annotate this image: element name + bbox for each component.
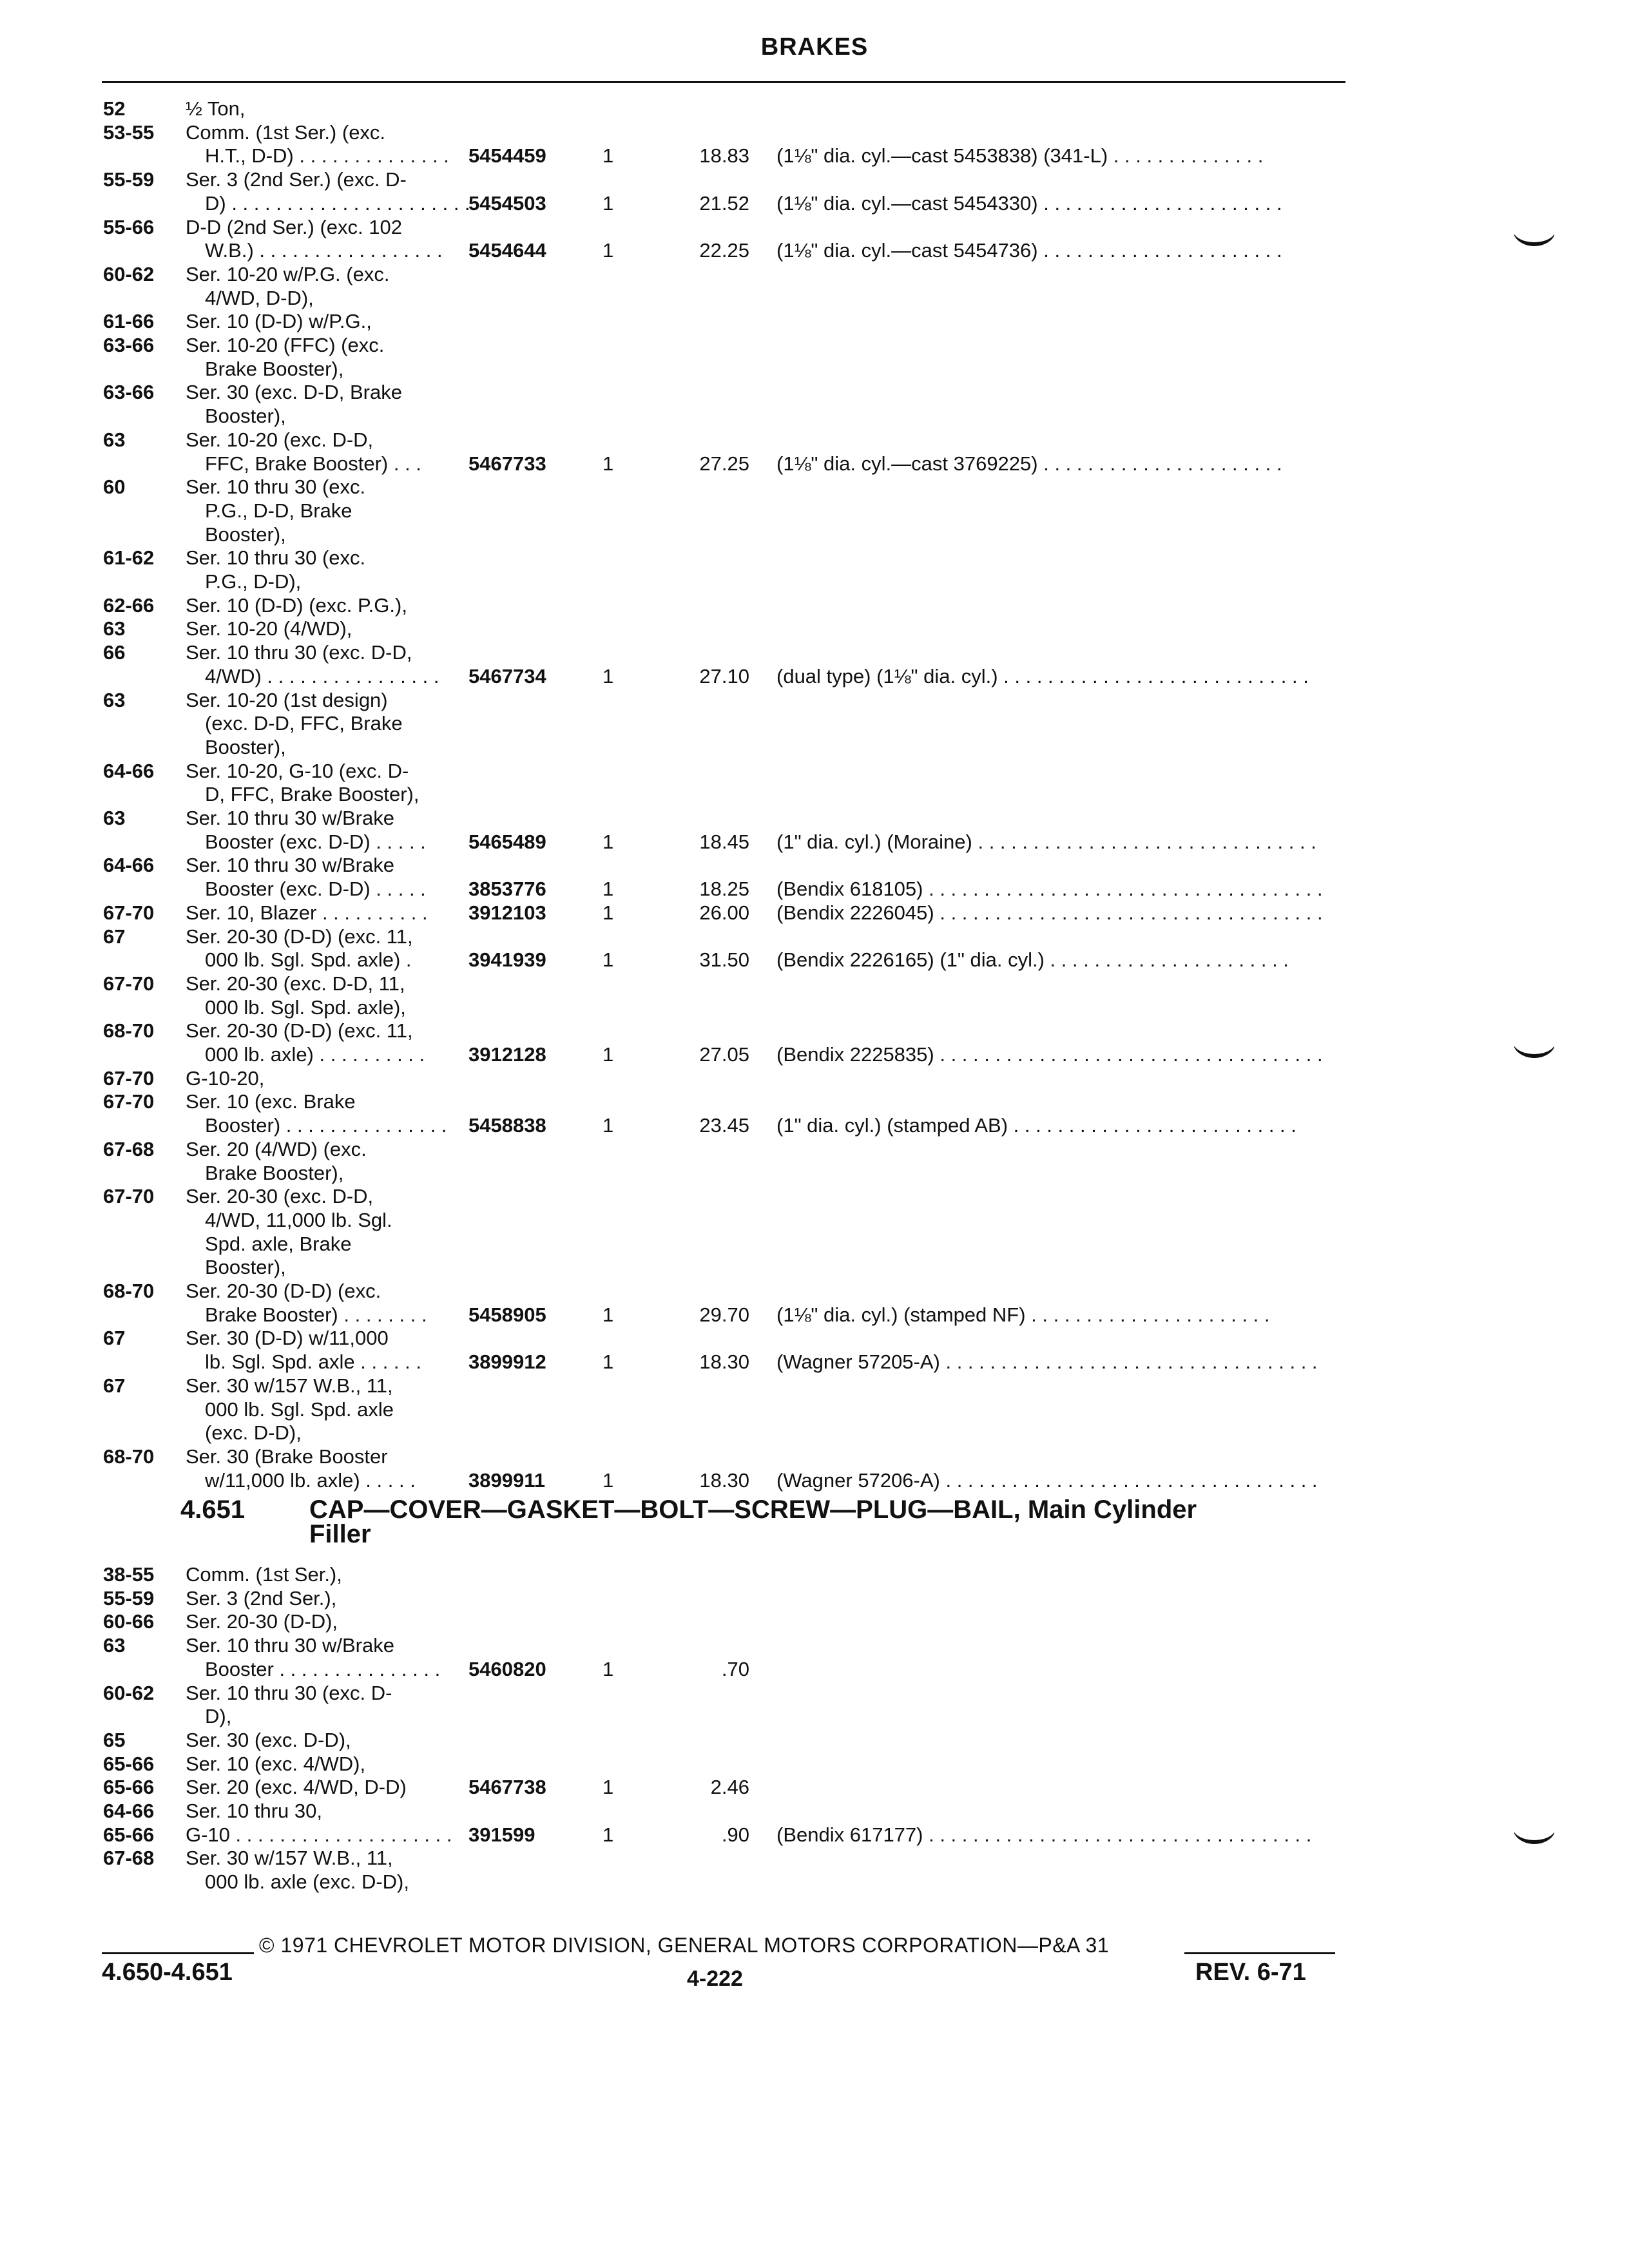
model-years: 60-66 [103, 1610, 155, 1633]
list-item [0, 782, 1629, 806]
model-years: 68-70 [103, 1280, 155, 1302]
quantity: 1 [602, 664, 614, 687]
model-years: 67-70 [103, 1185, 155, 1208]
list-item [0, 901, 1629, 925]
description: Booster) . . . . . . . . . . . . . . . [205, 1114, 447, 1137]
price: 18.25 [699, 878, 749, 901]
list-item [0, 1090, 1629, 1113]
note: (1" dia. cyl.) (Moraine) . . . . . . . . . . . . . . . . . . . . . . . . . . . . . . . [776, 830, 1316, 853]
description: Booster . . . . . . . . . . . . . . . [205, 1657, 441, 1680]
description: FFC, Brake Booster) . . . [205, 452, 421, 475]
list-item [0, 995, 1629, 1019]
description: G-10-20, [186, 1066, 265, 1090]
price: 27.25 [699, 452, 749, 475]
description: (exc. D-D), [205, 1421, 302, 1445]
price: 2.46 [710, 1776, 749, 1799]
description: Ser. 10 thru 30 w/Brake [186, 1634, 394, 1657]
list-item [0, 1681, 1629, 1705]
description: D, FFC, Brake Booster), [205, 783, 419, 806]
description: Brake Booster), [205, 357, 344, 380]
model-years: 63 [103, 617, 126, 640]
description: G-10 . . . . . . . . . . . . . . . . . . . . [186, 1823, 452, 1846]
part-number: 5467738 [468, 1776, 546, 1799]
note: (1⅛" dia. cyl.) (stamped NF) . . . . . . . . . . . . . . . . . . . . . . [776, 1303, 1270, 1326]
part-number: 3899911 [468, 1468, 545, 1492]
price: 29.70 [699, 1303, 749, 1326]
note: (1" dia. cyl.) (stamped AB) . . . . . . . . . . . . . . . . . . . . . . . . . . [776, 1114, 1296, 1137]
model-years: 62-66 [103, 593, 155, 617]
quantity: 1 [602, 1468, 614, 1492]
list-item [0, 1562, 1629, 1586]
note: (Wagner 57205-A) . . . . . . . . . . . . . . . . . . . . . . . . . . . . . . . . . . [776, 1350, 1318, 1374]
quantity: 1 [602, 1114, 614, 1137]
price: 18.83 [699, 144, 749, 168]
quantity: 1 [602, 830, 614, 853]
section-title-continued: Filler [309, 1520, 371, 1548]
price: 21.52 [699, 191, 749, 215]
copyright-rule-right [1184, 1952, 1335, 1954]
description: Comm. (1st Ser.), [186, 1563, 342, 1586]
list-item [0, 357, 1629, 381]
list-item [0, 97, 1629, 120]
description: Ser. 20 (4/WD) (exc. [186, 1137, 367, 1160]
description: Ser. 10 thru 30 (exc. [186, 476, 366, 499]
description: 000 lb. axle (exc. D-D), [205, 1870, 409, 1894]
description: 000 lb. Sgl. Spd. axle), [205, 995, 406, 1019]
list-item [0, 1208, 1629, 1232]
description: Ser. 10 (exc. Brake [186, 1090, 356, 1113]
list-item [0, 144, 1629, 168]
description: Ser. 10 (D-D) (exc. P.G.), [186, 593, 407, 617]
list-item [0, 806, 1629, 830]
description: Ser. 10 thru 30 (exc. [186, 546, 366, 570]
model-years: 63-66 [103, 381, 155, 404]
model-years: 55-59 [103, 1586, 155, 1610]
model-years: 67-70 [103, 972, 155, 995]
description: Comm. (1st Ser.) (exc. [186, 120, 386, 144]
model-years: 67-68 [103, 1847, 155, 1870]
list-item [0, 1279, 1629, 1303]
price: 22.25 [699, 239, 749, 262]
note: (Bendix 617177) . . . . . . . . . . . . . . . . . . . . . . . . . . . . . . . . . . . [776, 1823, 1312, 1846]
price: 18.30 [699, 1350, 749, 1374]
margin-mark [1514, 233, 1554, 247]
list-item [0, 1846, 1629, 1870]
list-item [0, 309, 1629, 333]
quantity: 1 [602, 1776, 614, 1799]
note: (Bendix 2225835) . . . . . . . . . . . . . . . . . . . . . . . . . . . . . . . . . . . [776, 1043, 1323, 1066]
note: (1⅛" dia. cyl.—cast 5454330) . . . . . . . . . . . . . . . . . . . . . . [776, 191, 1282, 215]
model-years: 67-68 [103, 1137, 155, 1160]
list-item [0, 333, 1629, 357]
price: 26.00 [699, 901, 749, 924]
margin-mark [1514, 1831, 1554, 1845]
description: Ser. 10-20 (exc. D-D, [186, 428, 374, 451]
price: 18.30 [699, 1468, 749, 1492]
list-item [0, 286, 1629, 310]
note: (dual type) (1⅛" dia. cyl.) . . . . . . . . . . . . . . . . . . . . . . . . . . . . [776, 664, 1309, 687]
list-item [0, 1066, 1629, 1090]
model-years: 64-66 [103, 759, 155, 782]
list-item [0, 1468, 1629, 1492]
model-years: 63-66 [103, 334, 155, 356]
price: .90 [721, 1823, 749, 1846]
description: Ser. 3 (2nd Ser.) (exc. D- [186, 168, 407, 191]
description: H.T., D-D) . . . . . . . . . . . . . . [205, 144, 449, 168]
price: 31.50 [699, 948, 749, 972]
description: Ser. 20-30 (D-D) (exc. 11, [186, 1019, 413, 1043]
description: Ser. 10 (exc. 4/WD), [186, 1752, 366, 1775]
section-number: 4.651 [180, 1495, 246, 1524]
description: ½ Ton, [186, 97, 246, 120]
part-number: 3853776 [468, 878, 546, 901]
list-item [0, 380, 1629, 404]
list-item [0, 475, 1629, 499]
model-years: 55-66 [103, 215, 155, 238]
description: P.G., D-D), [205, 570, 302, 593]
model-years: 63 [103, 688, 126, 711]
description: Ser. 3 (2nd Ser.), [186, 1586, 337, 1610]
description: Ser. 10-20 (4/WD), [186, 617, 352, 640]
list-item [0, 1633, 1629, 1657]
list-item [0, 1255, 1629, 1279]
list-item [0, 1799, 1629, 1823]
list-item [0, 1043, 1629, 1066]
list-item [0, 120, 1629, 144]
description: Ser. 30 w/157 W.B., 11, [186, 1374, 393, 1397]
description: Ser. 20-30 (D-D) (exc. [186, 1280, 381, 1302]
list-item [0, 1019, 1629, 1043]
description: (exc. D-D, FFC, Brake [205, 712, 403, 735]
model-years: 60 [103, 476, 126, 499]
model-years: 63 [103, 1634, 126, 1657]
margin-mark [1514, 1045, 1554, 1059]
model-years: 60-62 [103, 1681, 155, 1704]
list-item [0, 1728, 1629, 1752]
list-item [0, 1657, 1629, 1681]
description: w/11,000 lb. axle) . . . . . [205, 1468, 416, 1492]
list-item [0, 1374, 1629, 1398]
list-item [0, 664, 1629, 688]
model-years: 65-66 [103, 1752, 155, 1775]
list-item [0, 1704, 1629, 1728]
description: P.G., D-D, Brake [205, 499, 352, 522]
list-item [0, 1870, 1629, 1894]
quantity: 1 [602, 878, 614, 901]
copyright-line [0, 1933, 1629, 1959]
list-item [0, 759, 1629, 783]
model-years: 67 [103, 1327, 126, 1350]
model-years: 60-62 [103, 262, 155, 285]
model-years: 38-55 [103, 1563, 155, 1586]
description: 000 lb. axle) . . . . . . . . . . [205, 1043, 425, 1066]
model-years: 53-55 [103, 120, 155, 144]
description: 4/WD) . . . . . . . . . . . . . . . . [205, 664, 439, 687]
description: Booster), [205, 405, 286, 428]
part-number: 5458838 [468, 1114, 546, 1137]
description: Ser. 10 (D-D) w/P.G., [186, 310, 372, 333]
model-years: 61-66 [103, 310, 155, 333]
description: lb. Sgl. Spd. axle . . . . . . [205, 1350, 421, 1374]
list-item [0, 1137, 1629, 1161]
list-item [0, 735, 1629, 759]
quantity: 1 [602, 1657, 614, 1680]
description: Ser. 10 thru 30 (exc. D-D, [186, 641, 412, 664]
quantity: 1 [602, 948, 614, 972]
section-range: 4.650-4.651 [102, 1959, 233, 1986]
description: Brake Booster) . . . . . . . . [205, 1303, 427, 1326]
description: Booster), [205, 523, 286, 546]
model-years: 67 [103, 925, 126, 948]
price: 23.45 [699, 1114, 749, 1137]
list-item [0, 404, 1629, 428]
list-item [0, 1610, 1629, 1633]
section-heading [0, 1496, 1629, 1550]
list-item [0, 593, 1629, 617]
list-item [0, 972, 1629, 995]
note: (Wagner 57206-A) . . . . . . . . . . . . . . . . . . . . . . . . . . . . . . . . . . [776, 1468, 1318, 1492]
price: 27.05 [699, 1043, 749, 1066]
description: Ser. 10, Blazer . . . . . . . . . . [186, 901, 428, 924]
list-item [0, 262, 1629, 286]
page-title: BRAKES [760, 34, 869, 61]
price: .70 [721, 1657, 749, 1680]
model-years: 67-70 [103, 901, 155, 924]
price: 18.45 [699, 830, 749, 853]
revision-label: REV. 6-71 [1195, 1959, 1306, 1986]
note: (1⅛" dia. cyl.—cast 5453838) (341-L) . . . . . . . . . . . . . . [776, 144, 1264, 168]
model-years: 65 [103, 1728, 126, 1751]
description: Ser. 10-20, G-10 (exc. D- [186, 759, 409, 782]
list-item [0, 925, 1629, 948]
list-item [0, 1326, 1629, 1350]
part-number: 5454503 [468, 191, 546, 215]
description: 000 lb. Sgl. Spd. axle) . [205, 948, 412, 972]
list-item [0, 1350, 1629, 1374]
list-item [0, 640, 1629, 664]
note: (Bendix 2226045) . . . . . . . . . . . . . . . . . . . . . . . . . . . . . . . . . . . [776, 901, 1323, 924]
part-number: 391599 [468, 1823, 535, 1846]
list-item [0, 1398, 1629, 1421]
list-item [0, 853, 1629, 877]
list-item [0, 617, 1629, 640]
part-number: 5454644 [468, 239, 546, 262]
description: Ser. 20-30 (exc. D-D, [186, 1185, 374, 1208]
part-number: 5467734 [468, 664, 546, 687]
list-item [0, 570, 1629, 593]
description: Ser. 10 thru 30 w/Brake [186, 807, 394, 829]
model-years: 65-66 [103, 1823, 155, 1846]
model-years: 68-70 [103, 1445, 155, 1468]
description: Booster (exc. D-D) . . . . . [205, 830, 426, 853]
quantity: 1 [602, 1350, 614, 1374]
model-years: 67 [103, 1374, 126, 1397]
quantity: 1 [602, 1303, 614, 1326]
list-item [0, 1113, 1629, 1137]
description: Ser. 20-30 (exc. D-D, 11, [186, 972, 405, 995]
part-number: 3941939 [468, 948, 546, 972]
list-item [0, 428, 1629, 452]
list-item [0, 499, 1629, 523]
description: Booster), [205, 735, 286, 758]
description: 4/WD, 11,000 lb. Sgl. [205, 1208, 392, 1231]
list-item [0, 830, 1629, 854]
part-number: 3899912 [468, 1350, 546, 1374]
list-item [0, 1752, 1629, 1776]
quantity: 1 [602, 144, 614, 168]
list-item [0, 1823, 1629, 1847]
list-item [0, 1232, 1629, 1256]
part-number: 5460820 [468, 1657, 546, 1680]
description: Ser. 10-20 w/P.G. (exc. [186, 262, 390, 285]
note: (Bendix 618105) . . . . . . . . . . . . . . . . . . . . . . . . . . . . . . . . . . . . [776, 878, 1323, 901]
description: Brake Booster), [205, 1161, 344, 1184]
description: Ser. 30 (D-D) w/11,000 [186, 1327, 389, 1350]
description: Booster), [205, 1256, 286, 1279]
description: Ser. 30 (exc. D-D, Brake [186, 381, 402, 404]
description: 4/WD, D-D), [205, 286, 314, 309]
model-years: 67-70 [103, 1090, 155, 1113]
list-item [0, 688, 1629, 712]
list-item [0, 1775, 1629, 1799]
part-number: 5458905 [468, 1303, 546, 1326]
list-item [0, 452, 1629, 476]
description: Ser. 10 thru 30, [186, 1800, 322, 1822]
quantity: 1 [602, 1043, 614, 1066]
description: D) . . . . . . . . . . . . . . . . . . . . . . [205, 191, 470, 215]
quantity: 1 [602, 239, 614, 262]
model-years: 64-66 [103, 854, 155, 877]
quantity: 1 [602, 901, 614, 924]
list-item [0, 523, 1629, 546]
description: Ser. 10 thru 30 w/Brake [186, 854, 394, 877]
list-item [0, 191, 1629, 215]
description: Ser. 20-30 (D-D), [186, 1610, 338, 1633]
description: Ser. 30 w/157 W.B., 11, [186, 1847, 393, 1870]
description: Ser. 30 (Brake Booster [186, 1445, 388, 1468]
model-years: 67-70 [103, 1066, 155, 1090]
model-years: 63 [103, 807, 126, 829]
list-item [0, 546, 1629, 570]
quantity: 1 [602, 1823, 614, 1846]
model-years: 52 [103, 97, 126, 120]
list-item [0, 877, 1629, 901]
description: 000 lb. Sgl. Spd. axle [205, 1398, 394, 1421]
model-years: 65-66 [103, 1776, 155, 1799]
page-number: 4-222 [687, 1966, 743, 1991]
list-item [0, 238, 1629, 262]
quantity: 1 [602, 452, 614, 475]
model-years: 63 [103, 428, 126, 451]
price: 27.10 [699, 664, 749, 687]
list-item [0, 215, 1629, 239]
part-number: 5454459 [468, 144, 546, 168]
model-years: 55-59 [103, 168, 155, 191]
list-item [0, 1303, 1629, 1327]
list-item [0, 711, 1629, 735]
copyright-rule-left [102, 1952, 254, 1954]
part-number: 3912103 [468, 901, 546, 924]
note: (1⅛" dia. cyl.—cast 3769225) . . . . . . . . . . . . . . . . . . . . . . [776, 452, 1282, 475]
section-title: CAP—COVER—GASKET—BOLT—SCREW—PLUG—BAIL, Main Cylinder [309, 1495, 1197, 1524]
description: Ser. 30 (exc. D-D), [186, 1728, 351, 1751]
model-years: 68-70 [103, 1019, 155, 1043]
part-number: 3912128 [468, 1043, 546, 1066]
note: (Bendix 2226165) (1" dia. cyl.) . . . . . . . . . . . . . . . . . . . . . . [776, 948, 1289, 972]
model-years: 64-66 [103, 1800, 155, 1822]
list-item [0, 1161, 1629, 1185]
description: Ser. 20-30 (D-D) (exc. 11, [186, 925, 413, 948]
part-number: 5467733 [468, 452, 546, 475]
description: Booster (exc. D-D) . . . . . [205, 878, 426, 901]
list-item [0, 948, 1629, 972]
list-item [0, 1421, 1629, 1445]
list-item [0, 1445, 1629, 1468]
note: (1⅛" dia. cyl.—cast 5454736) . . . . . . . . . . . . . . . . . . . . . . [776, 239, 1282, 262]
list-item [0, 1184, 1629, 1208]
description: W.B.) . . . . . . . . . . . . . . . . . [205, 239, 443, 262]
list-item [0, 1586, 1629, 1610]
copyright-text: © 1971 CHEVROLET MOTOR DIVISION, GENERAL MOTORS CORPORATION—P&A 31 [259, 1934, 1110, 1957]
list-item [0, 168, 1629, 191]
description: Ser. 10-20 (FFC) (exc. [186, 334, 385, 356]
part-number: 5465489 [468, 830, 546, 853]
description: Ser. 10 thru 30 (exc. D- [186, 1681, 392, 1704]
model-years: 61-62 [103, 546, 155, 570]
description: Ser. 10-20 (1st design) [186, 688, 388, 711]
description: Spd. axle, Brake [205, 1232, 352, 1255]
description: D), [205, 1705, 232, 1728]
quantity: 1 [602, 191, 614, 215]
model-years: 66 [103, 641, 126, 664]
description: D-D (2nd Ser.) (exc. 102 [186, 215, 402, 238]
description: Ser. 20 (exc. 4/WD, D-D) [186, 1776, 407, 1799]
